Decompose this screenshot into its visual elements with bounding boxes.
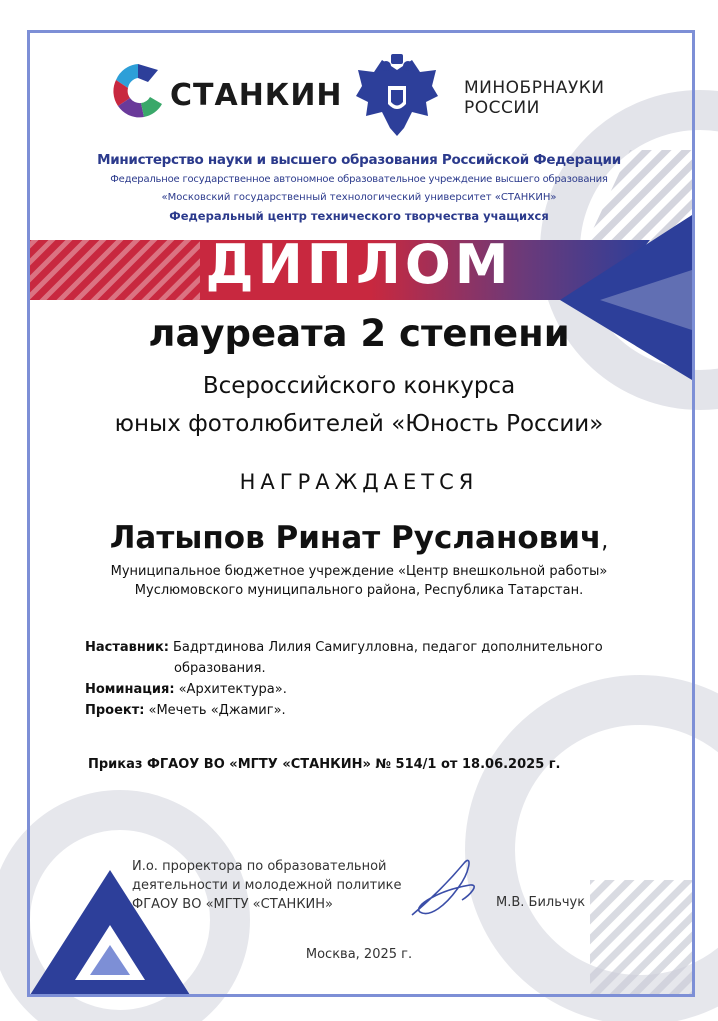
signer-name: М.В. Бильчук [496,895,586,910]
contest-line1: Всероссийского конкурса [202,373,516,399]
position-line2: деятельности и молодежной политике [132,878,402,893]
awarded-label: НАГРАЖДАЕТСЯ [239,470,479,494]
diploma-title: ДИПЛОМ [205,233,513,296]
nomination-row [85,679,645,700]
recipient-name-line [0,520,718,556]
project-label: Проект: [85,703,145,718]
diploma-degree: лауреата 2 степени [148,312,570,355]
recipient-name-comma: , [601,529,609,554]
ministry-short-name [464,78,605,118]
recipient-name: Латыпов Ринат Русланович [109,520,602,556]
org-line3: «Московский государственный технологический университет «СТАНКИН» [161,192,557,203]
signer-position [132,857,402,914]
project-value: «Мечеть «Джамиг». [148,703,286,718]
nomination-value: «Архитектура». [178,682,287,697]
award-details [85,637,645,721]
mentor-row [85,637,645,658]
mentor-label: Наставник: [85,640,170,655]
org-line1: Министерство науки и высшего образования Российской Федерации [97,152,621,168]
stankin-logo-text: СТАНКИН [170,78,343,113]
city-year: Москва, 2025 г. [305,947,413,962]
org-line2: Федеральное государственное автономное образовательное учреждение высшего образования [110,174,608,185]
project-row [85,700,645,721]
position-line1: И.о. проректора по образовательной [132,859,387,874]
institution-line1: Муниципальное бюджетное учреждение «Центр внешкольной работы» [110,564,608,579]
stankin-logo-icon [108,60,168,122]
org-line4: Федеральный центр технического творчества учащихся [169,209,549,223]
mentor-value: Бадртдинова Лилия Самигулловна, педагог дополнительного [173,640,603,655]
institution-line2: Муслюмовского муниципального района, Республика Татарстан. [134,583,584,598]
order-reference: Приказ ФГАОУ ВО «МГТУ «СТАНКИН» № 514/1 от 18.06.2025 г. [88,757,561,772]
ministry-short-line2: РОССИИ [464,98,540,118]
ministry-short-line1: МИНОБРНАУКИ [464,78,605,98]
mentor-value-cont: образования. [174,661,266,676]
nomination-label: Номинация: [85,682,175,697]
mentor-row-cont [85,658,645,679]
position-line3: ФГАОУ ВО «МГТУ «СТАНКИН» [132,897,333,912]
contest-line2: юных фотолюбителей «Юность России» [114,411,604,437]
coat-of-arms-icon [352,52,442,142]
